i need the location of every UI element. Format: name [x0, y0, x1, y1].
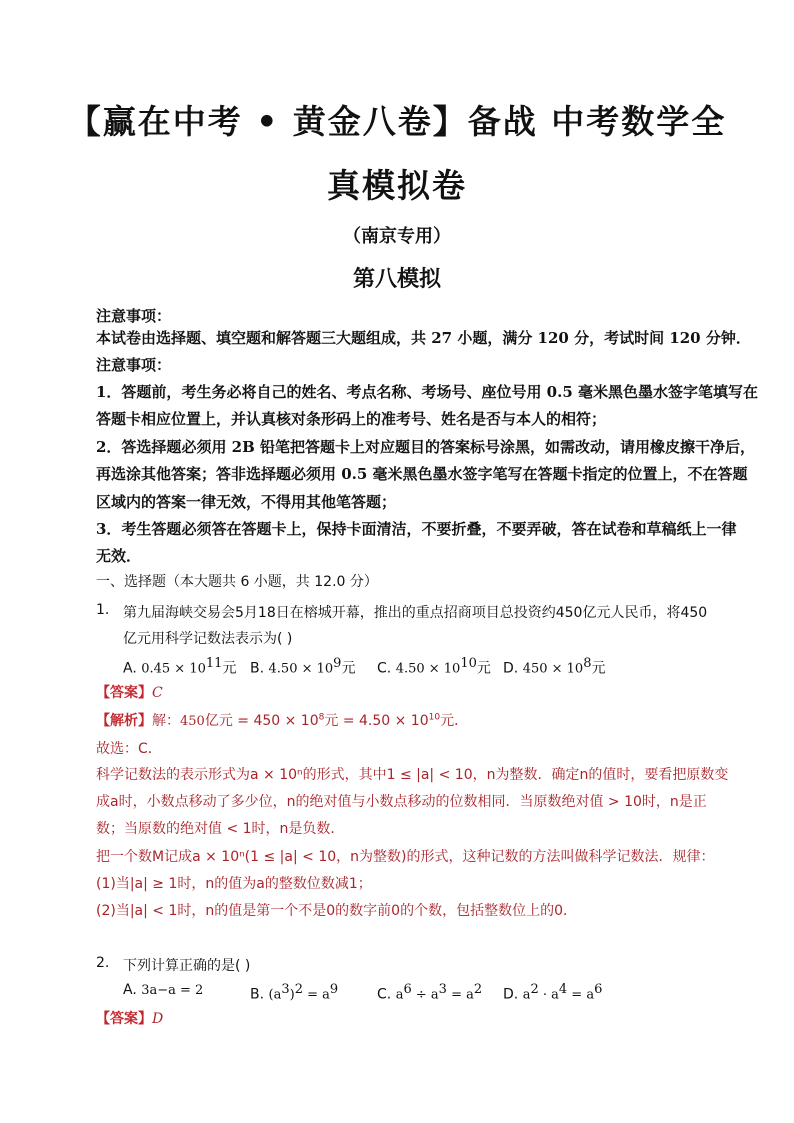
q2-option-a-expr: 3a−a = 2: [141, 983, 204, 998]
q1-explanation-5: (1)当|a| ≥ 1时，n的值为a的整数位数减1；: [96, 876, 372, 892]
q2-option-c-part3: ÷ a: [411, 987, 439, 1003]
q2-option-d: [503, 982, 602, 1003]
q1-explanation-4: 把一个数M记成a × 10ⁿ(1 ≤ |a| < 10，n为整数)的形式，这种记数的方法叫做科学记数法．规律：: [96, 849, 715, 865]
page-title-line2: 真模拟卷: [327, 166, 467, 205]
note-item-2a: 2．答选择题必须用 2B 铅笔把答题卡上对应题目的答案标号涂黑，如需改动，请用橡皮擦干净后，: [96, 438, 756, 456]
q1-option-c: [377, 656, 491, 678]
paper-label: 第八模拟: [352, 267, 441, 292]
q2-option-b-part5: = a: [302, 987, 330, 1003]
note-item-3b: 无效．: [96, 547, 142, 565]
q1-number: 1.: [96, 602, 110, 618]
q1-option-d-exp: 8: [583, 656, 592, 671]
q1-option-b-unit: 元: [341, 660, 356, 677]
q1-option-a-exp: 11: [205, 656, 223, 671]
q1-option-c-unit: 元: [476, 660, 491, 677]
q1-explanation-2: 成a时，小数点移动了多少位，n的绝对值与小数点移动的位数相同．当原数绝对值 > 10时，n是正: [96, 794, 707, 810]
note-item-1b: 答题卡相应位置上，并认真核对条形码上的准考号、姓名是否与本人的相符；: [96, 410, 607, 428]
q2-option-a-label: A.: [123, 982, 137, 998]
q1-calc-1: 450: [180, 714, 205, 729]
q2-option-d-label: D.: [503, 986, 519, 1003]
q1-option-d-unit: 元: [591, 660, 606, 677]
q2-answer-value: D: [152, 1011, 164, 1027]
note-item-2b: 再选涂其他答案；答非选择题必须用 0.5 毫米黑色墨水签字笔写在答题卡指定的位置上，不在答题: [96, 465, 748, 483]
q2-answer-label: 【答案】: [96, 1011, 152, 1027]
q1-calc-2: 亿元 = 450 × 10: [204, 713, 319, 729]
notes-intro: 本试卷由选择题、填空题和解答题三大题组成，共 27 小题，满分 120 分，考试时间 120 分钟．: [96, 329, 751, 347]
q1-option-a-unit: 元: [222, 660, 237, 677]
q2-option-d-part6: 6: [594, 982, 603, 997]
q1-option-d-label: D.: [503, 660, 519, 677]
q2-option-a: [123, 982, 203, 998]
q2-option-c-part2: 6: [403, 982, 412, 997]
note-item-3a: 3．考生答题必须答在答题卡上，保持卡面清洁，不要折叠，不要弄破，答在试卷和草稿纸上一律: [96, 520, 737, 538]
q1-option-a: [123, 656, 236, 678]
page-title-line1: 【赢在中考 • 黄金八卷】备战 中考数学全: [67, 102, 727, 141]
q2-option-d-part5: = a: [567, 987, 595, 1003]
q2-option-c-label: C.: [377, 986, 392, 1003]
q1-analysis-prefix: 解：: [152, 713, 180, 729]
q1-explanation-6: (2)当|a| < 1时，n的值是第一个不是0的数字前0的个数，包括整数位上的0．: [96, 903, 577, 919]
q1-answer-label: 【答案】: [96, 685, 152, 701]
q2-answer: [96, 1008, 163, 1028]
q1-option-c-base: 4.50 × 10: [395, 661, 461, 677]
q1-answer: [96, 682, 163, 702]
q2-option-b-part1: (a: [268, 987, 282, 1003]
q2-option-c-part6: 2: [473, 982, 483, 997]
q1-calc-3: 8: [318, 712, 325, 723]
q2-option-c: [377, 982, 482, 1003]
q1-analysis: [96, 710, 468, 730]
q1-explanation-3: 数；当原数的绝对值 < 1时，n是负数．: [96, 821, 345, 837]
notes-heading: 注意事项：: [96, 307, 172, 325]
note-item-2c: 区域内的答案一律无效，不得用其他笔答题；: [96, 493, 397, 511]
q1-answer-value: C: [152, 685, 163, 701]
q1-stem-line1: 第九届海峡交易会5月18日在榕城开幕，推出的重点招商项目总投资约450亿元人民币，将450: [123, 605, 708, 621]
notes-heading-2: 注意事项：: [96, 356, 172, 374]
q1-option-b-base: 4.50 × 10: [268, 661, 334, 677]
q2-option-d-part2: 2: [530, 982, 539, 997]
q2-number: 2.: [96, 955, 110, 971]
q1-option-d-base: 450 × 10: [522, 661, 584, 677]
q2-option-b-part2: 3: [281, 982, 290, 997]
q1-calc-4: 元 = 4.50 × 10: [324, 713, 429, 729]
q1-explanation-1: 科学记数法的表示形式为a × 10ⁿ的形式，其中1 ≤ |a| < 10，n为整数．确定n的值时，要看把原数变: [96, 767, 729, 783]
q2-option-b: [250, 982, 338, 1003]
q1-option-a-label: A.: [123, 660, 137, 677]
q1-calc-6: 元．: [440, 713, 469, 729]
q1-option-d: [503, 656, 605, 678]
q1-option-b: [250, 656, 355, 678]
section-title: 一、选择题（本大题共 6 小题，共 12.0 分）: [96, 574, 378, 590]
region-label: （南京专用）: [343, 226, 451, 247]
q2-option-b-part6: 9: [329, 982, 339, 997]
q2-option-d-part3: · a: [538, 987, 559, 1003]
q1-analysis-label: 【解析】: [96, 713, 152, 729]
q2-option-c-part5: = a: [446, 987, 474, 1003]
q2-option-d-part1: a: [522, 987, 531, 1003]
q1-option-c-exp: 10: [460, 656, 477, 671]
q1-calc-5: 10: [428, 712, 441, 723]
q2-option-c-part4: 3: [438, 982, 447, 997]
q2-option-c-part1: a: [395, 987, 404, 1003]
q2-option-d-part4: 4: [558, 982, 568, 997]
q1-option-c-label: C.: [377, 660, 392, 677]
note-item-1a: 1．答题前，考生务必将自己的姓名、考点名称、考场号、座位号用 0.5 毫米黑色墨水签字笔填写在: [96, 383, 758, 401]
q2-option-b-part3: ): [289, 987, 295, 1003]
q2-option-b-label: B.: [250, 986, 265, 1003]
q2-option-b-part4: 2: [294, 982, 303, 997]
q1-option-a-base: 0.45 × 10: [141, 661, 206, 677]
q1-conclusion: 故选：C．: [96, 741, 162, 757]
q1-option-b-exp: 9: [333, 656, 342, 671]
q1-stem-line2: 亿元用科学记数法表示为( ): [123, 631, 293, 647]
q2-stem: 下列计算正确的是( ): [123, 958, 251, 974]
q1-option-b-label: B.: [250, 660, 265, 677]
